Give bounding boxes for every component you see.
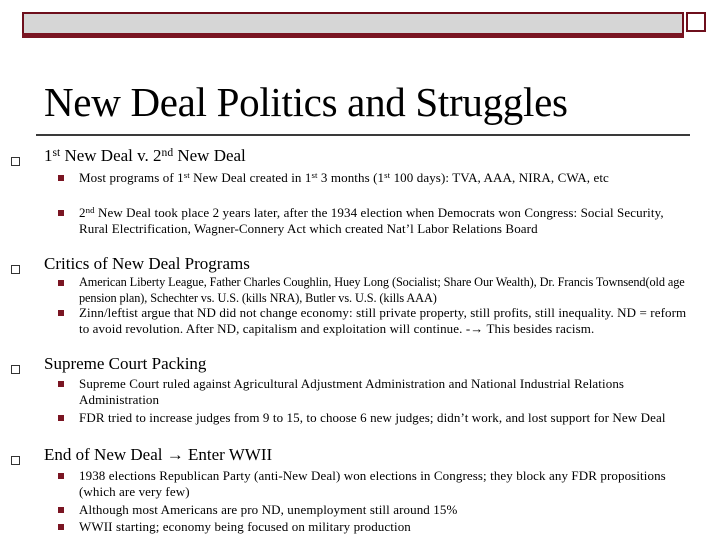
filled-square-bullet-icon — [58, 280, 64, 286]
section-heading — [44, 354, 206, 374]
filled-square-bullet-icon — [58, 175, 64, 181]
text-segment: Supreme Court ruled against Agricultural Adjustment Administration and National Industrial Relations Administration — [79, 376, 625, 407]
ordinal-suffix: st — [52, 145, 61, 159]
arrow-glyph: → — [470, 320, 484, 336]
square-bullet-icon — [11, 265, 20, 274]
text-segment: Enter WWII — [183, 445, 273, 464]
ordinal-suffix: nd — [85, 205, 95, 216]
filled-square-bullet-icon — [58, 381, 64, 387]
text-segment: This besides racism. — [483, 320, 595, 336]
filled-square-bullet-icon — [58, 473, 64, 479]
text-segment: American Liberty League, Father Charles Coughlin, Huey Long (Socialist; Share Our Wealth), Dr. Francis Townsend(old age pension plan), Schechter vs. U.S. (kills NRA), Butler vs. U.S. (kills AAA) — [79, 275, 685, 305]
bullet-text — [79, 305, 691, 336]
filled-square-bullet-icon — [58, 415, 64, 421]
text-segment: Most programs of 1 — [79, 170, 184, 185]
ordinal-suffix: nd — [161, 145, 174, 159]
text-segment: 1 — [44, 146, 53, 165]
ordinal-suffix: st — [384, 170, 391, 181]
ordinal-suffix: st — [183, 170, 190, 181]
text-segment: End of New Deal — [44, 445, 167, 464]
text-segment: New Deal — [173, 146, 246, 165]
text-segment: 3 months (1 — [317, 170, 385, 185]
text-segment: New Deal v. 2 — [60, 146, 162, 165]
text-segment: WWII starting; economy being focused on military production — [79, 519, 411, 534]
text-segment: New Deal took place 2 years later, after the 1934 election when Democrats won Congress: Social Security, Rural Electrification, Wagner-Connery Act which created Nat’l Labor Relations Board — [79, 205, 664, 236]
bullet-text — [79, 410, 691, 426]
bullet-text — [79, 275, 691, 306]
bullet-text — [79, 519, 691, 535]
text-segment: FDR tried to increase judges from 9 to 15, to choose 6 new judges; didn’t work, and lost support for New Deal — [79, 410, 666, 425]
square-bullet-icon — [11, 456, 20, 465]
text-segment: Supreme Court Packing — [44, 354, 207, 373]
text-segment: Although most Americans are pro ND, unemployment still around 15% — [79, 502, 458, 517]
text-segment: Zinn/leftist argue that ND did not change economy: still private property, still profits, still inequality. ND = reform to avoid revolution. After ND, capitalism and exploitation will continue. - — [79, 305, 687, 336]
bullet-text — [79, 468, 691, 499]
section-heading — [44, 146, 246, 166]
arrow-glyph: → — [166, 445, 184, 464]
bullet-text — [79, 502, 691, 518]
ordinal-suffix: st — [311, 170, 318, 181]
section-heading — [44, 254, 250, 274]
filled-square-bullet-icon — [58, 310, 64, 316]
text-segment: 100 days): TVA, AAA, NIRA, CWA, etc — [390, 170, 609, 185]
slide-title: New Deal Politics and Struggles — [44, 79, 568, 125]
text-segment: Critics of New Deal Programs — [44, 254, 250, 273]
text-segment: New Deal created in 1 — [189, 170, 312, 185]
bullet-text — [79, 376, 691, 407]
bullet-text — [79, 205, 691, 236]
text-segment: 2 — [79, 205, 86, 220]
text-segment: 1938 elections Republican Party (anti-New Deal) won elections in Congress; they block any FDR propositions (which are very few) — [79, 468, 666, 499]
filled-square-bullet-icon — [58, 210, 64, 216]
square-bullet-icon — [11, 365, 20, 374]
square-bullet-icon — [11, 157, 20, 166]
bullet-text — [79, 170, 691, 186]
filled-square-bullet-icon — [58, 507, 64, 513]
filled-square-bullet-icon — [58, 524, 64, 530]
section-heading — [44, 445, 272, 465]
